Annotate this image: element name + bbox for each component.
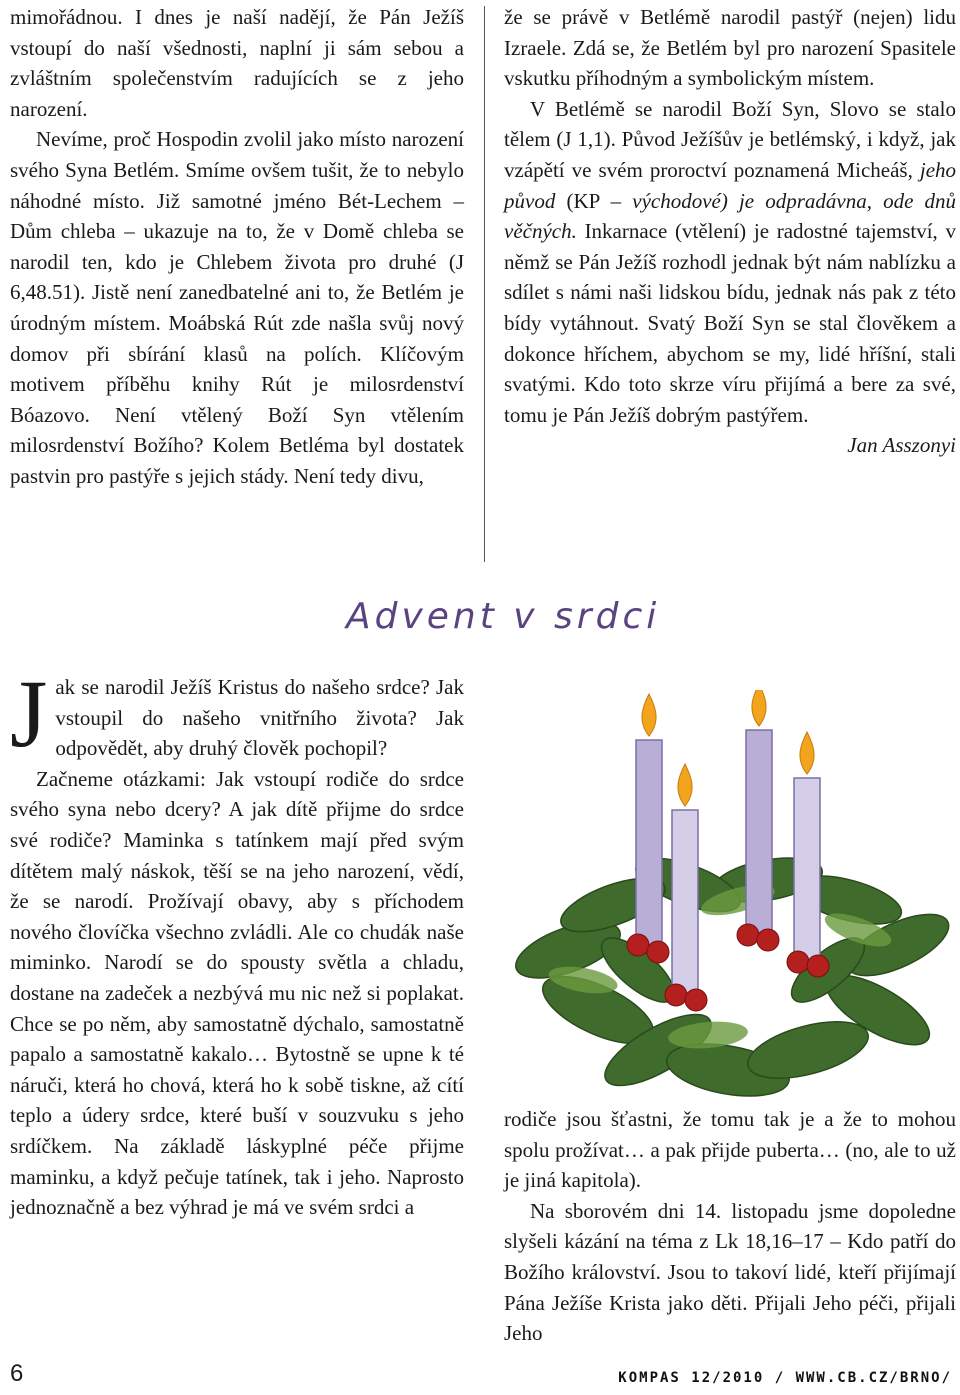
paragraph (10, 660, 464, 767)
flame-icon (678, 764, 692, 806)
paragraph: rodiče jsou šťastni, že tomu tak je a že to mohou spolu prožívat… a pak přijde puberta… (no, ale to už je jiná kapitola). (504, 1107, 956, 1193)
drop-cap: J (10, 660, 48, 767)
text-run: ak se narodil Ježíš Kristus do našeho srdce? Jak vstoupil do našeho vnitřního života? Jak odpovědět, aby druhý člověk pochopil? (55, 675, 464, 761)
masthead-footer: KOMPAS 12/2010 / WWW.CB.CZ/BRNO/ (618, 1370, 952, 1386)
text-run: (KP – (566, 188, 622, 213)
candle (672, 810, 698, 1000)
candle (794, 778, 820, 968)
flame-icon (800, 732, 814, 774)
quote-text: jeho původ (504, 157, 957, 213)
paragraph (504, 94, 956, 431)
candle (636, 740, 662, 950)
paragraph: mimořádnou. I dnes je naší nadějí, že Pán Ježíš vstoupí do naší všednosti, naplní ji sám sebou a zvláštním společenstvím radujících se z jeho narození. (10, 5, 464, 121)
column-4 (504, 1104, 956, 1349)
paragraph: Na sborovém dni 14. listopadu jsme dopoledne slyšeli kázání na téma z Lk 18,16–17 – Kdo patří do Božího království. Jsou to takoví lidé, kteří přijímají Pána Ježíše Krista jako děti. Přijali Jeho péči, přijali Jeho (504, 1198, 956, 1346)
paragraph: že se právě v Betlémě narodil pastýř (nejen) lidu Izraele. Zdá se, že Betlém byl pro narození Spasitele vskutku příhodným a symbolickým místem. (504, 5, 956, 91)
column-divider (484, 6, 485, 562)
quote-text: východové) je odpradávna, ode dnů věčných. (504, 188, 957, 244)
flame-icon (642, 694, 656, 736)
column-3 (10, 660, 464, 1223)
advent-wreath-illustration (508, 690, 954, 1100)
paragraph: Nevíme, proč Hospodin zvolil jako místo narození svého Syna Betlém. Smíme ovšem tušit, že to nebylo náhodné místo. Již samotné jméno Bét-Lechem – Dům chleba – ukazuje na to, že v Domě chleba se narodil ten, kdo je Chlebem života pro druhé (J 6,48.51). Jistě není zanedbatelné ani to, že Betlém je úrodným místem. Moábská Rút zde našla svůj nový domov při sbírání klasů na polích. Klíčovým motivem příběhu knihy Rút je milosrdenství Bóazovo. Není vtělený Boží Syn vtělením milosrdenství Božího? Kolem Betléma byl dostatek pastvin pro pastýře s jejich stády. Není tedy divu, (10, 127, 464, 488)
paragraph: Začneme otázkami: Jak vstoupí rodiče do srdce svého syna nebo dcery? A jak dítě přijme do srdce své rodiče? Maminka s tatínkem mají před svým dítětem malý náskok, těší se na jeho narození, vědí, že se narodí. Prožívají obavy, aby s příchodem nového človíčka všechno zvládli. Ale co chudák naše miminko. Narodí se do spousty světla a chladu, dostane na zadeček a nezbývá mu nic než si poplakat. Chce se po něm, aby samostatně dýchalo, samostatně papalo a samostatně kakalo… Bytostně se upne k té náruči, která ho chová, která ho k sobě tiskne, až cítí teplo a údery srdce, které buší v souzvuku s jeho srdíčkem. Na základě láskyplné péče přijme maminku, a když pečuje tatínek, tak i jeho. Naprosto jednoznačně a bez výhrad je má ve svém srdci a (10, 766, 464, 1220)
column-2 (504, 2, 956, 461)
author-signature: Jan Asszonyi (847, 433, 956, 458)
text-run: Inkarnace (vtělení) je radostné tajemství, v němž se Pán Ježíš rozhodl jednak být nám nablízku a sdílet s námi naši lidskou bídu, jednak nás pak z této bídy vytáhnout. Svatý Boží Syn se stal člověkem a dokonce hříchem, abychom se my, lidé hříšní, stali svatými. Kdo toto skrze víru přijímá a bere za své, tomu je Pán Ježíš dobrým pastýřem. (504, 219, 956, 427)
candle (746, 730, 772, 940)
text-run: V Betlémě se narodil Boží Syn, Slovo se stalo tělem (J 1,1). Původ Ježíšův je betlémský, i když, jak vzápětí ve svém proroctví poznamená Micheáš, (504, 96, 956, 182)
flame-icon (752, 690, 766, 726)
column-1 (10, 2, 464, 492)
article-title: Advent v srdci (346, 596, 661, 637)
page-number: 6 (10, 1360, 24, 1387)
flames (642, 690, 814, 806)
